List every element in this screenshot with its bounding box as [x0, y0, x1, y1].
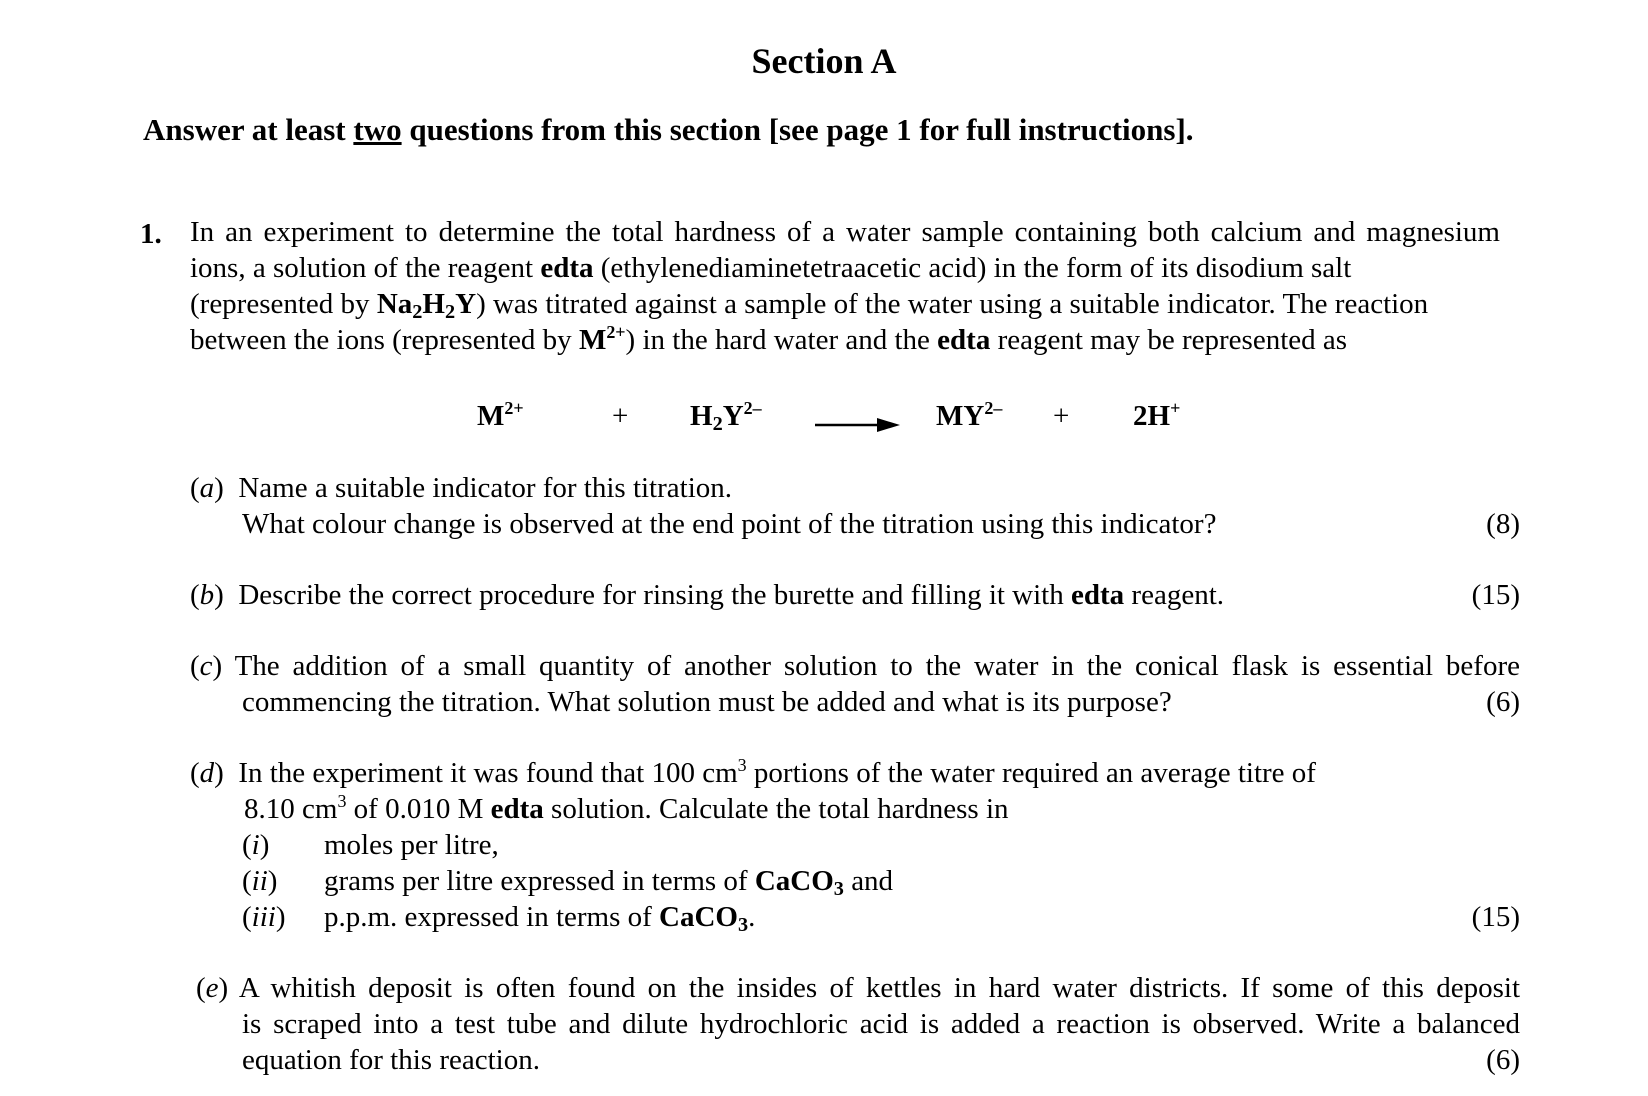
- part-a-line-1: (a) Name a suitable indicator for this titration.: [190, 472, 733, 504]
- part-a-label: a: [199, 472, 215, 504]
- question-number: 1.: [140, 218, 162, 250]
- equation-plus-2: +: [1053, 400, 1070, 432]
- formula-na2h2y: $Na_2H_2Y$: [376, 288, 477, 324]
- part-e-label: e: [205, 972, 219, 1004]
- equation-product-2: 2H+: [1133, 398, 1181, 432]
- part-a-line-2: What colour change is observed at the end point of the titration using this indicator?: [242, 508, 1217, 540]
- part-e-marks: (6): [1486, 1044, 1520, 1076]
- part-d-sub-ii-text: grams per litre expressed in terms of CaCO$_3$ and: [324, 865, 894, 901]
- formula-caco3: CaCO$_3$: [754, 865, 844, 901]
- part-b-text: (b) Describe the correct procedure for rinsing the burette and filling it with edta reagent.: [190, 579, 1225, 611]
- part-c-label: c: [199, 650, 213, 682]
- part-c-line-2: commencing the titration. What solution must be added and what is its purpose?: [242, 686, 1172, 718]
- part-e-line-2: is scraped into a test tube and dilute hydrochloric acid is added a reaction is observed. Write a balanced: [242, 1008, 1520, 1040]
- reaction-arrow-icon: [815, 418, 900, 432]
- part-c-line-1: (c) The addition of a small quantity of another solution to the water in the conical flask is essential before: [190, 650, 1520, 682]
- part-d-label: d: [199, 757, 215, 789]
- part-e-line-1: (e) A whitish deposit is often found on the insides of kettles in hard water districts. If some of this deposit: [196, 972, 1520, 1004]
- equation-reactant-1: $M^{2+}$: [477, 398, 524, 432]
- part-d-sub-iii-text: p.p.m. expressed in terms of CaCO$_3$.: [324, 901, 756, 937]
- underlined-word: two: [353, 112, 402, 147]
- equation-reactant-2: $H_2Y^{2-}$: [690, 398, 762, 436]
- part-d-line-2: 8.10 $cm^3$ of 0.010 M edta solution. Calculate the total hardness in: [244, 791, 1009, 825]
- part-d-sub-i-label: (i): [242, 829, 270, 861]
- part-d-sub-ii-label: (ii): [242, 865, 278, 897]
- part-e-line-3: equation for this reaction.: [242, 1044, 540, 1076]
- section-instruction: Answer at least two questions from this section [see page 1 for full instructions].: [143, 112, 1194, 147]
- formula-m2: $M^{2+}$: [578, 322, 626, 356]
- intro-line-3: (represented by $Na_2H_2Y$) was titrated against a sample of the water using a suitable indicator. The reaction: [190, 288, 1429, 324]
- intro-line-2: ions, a solution of the reagent edta (ethylenediaminetetraacetic acid) in the form of its disodium salt: [190, 252, 1352, 284]
- formula-caco3: CaCO$_3$: [659, 901, 749, 937]
- part-d-marks: (15): [1471, 901, 1520, 933]
- part-d-sub-iii-label: (iii): [242, 901, 286, 933]
- part-b-marks: (15): [1471, 579, 1520, 611]
- part-d-line-1: (d) In the experiment it was found that 100 $cm^3$ portions of the water required an average titre of: [190, 755, 1316, 789]
- intro-line-1: In an experiment to determine the total hardness of a water sample containing both calcium and magnesium: [190, 216, 1500, 248]
- part-b-label: b: [199, 579, 215, 611]
- section-title: Section A: [751, 41, 897, 81]
- equation-product-1: $MY^{2-}$: [936, 398, 1003, 432]
- part-c-marks: (6): [1486, 686, 1520, 718]
- part-a-marks: (8): [1486, 508, 1520, 540]
- part-d-sub-i-text: moles per litre,: [324, 829, 499, 861]
- intro-line-4: between the ions (represented by $M^{2+}$) in the hard water and the edta reagent may be represented as: [190, 322, 1348, 356]
- equation-plus-1: +: [612, 400, 629, 432]
